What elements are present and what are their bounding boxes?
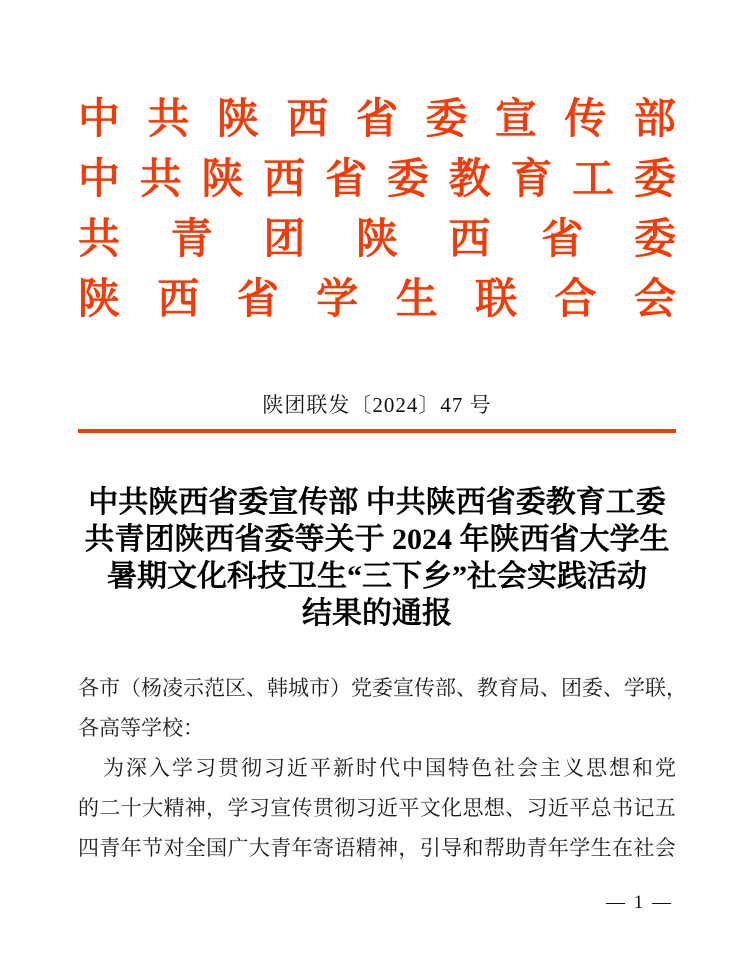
document-body — [78, 668, 687, 868]
title-line-1: 中共陕西省委宣传部 中共陕西省委教育工委 — [88, 486, 666, 519]
document-content — [78, 0, 687, 868]
title-line-2: 共青团陕西省委等关于 2024 年陕西省大学生 — [84, 523, 670, 556]
title-line-3: 暑期文化科技卫生“三下乡”社会实践活动 — [107, 560, 647, 593]
paragraph-line-2: 的 二 十 大 精 神 ， 学 习 宣 传 贯 彻 习 近 平 文 化 思 想 、 习 近 平 总 书 记 五 — [78, 796, 676, 820]
salutation-line-2: 各高等学校： — [78, 716, 204, 740]
document-title — [78, 484, 676, 632]
letterhead-org-line-3: 共 青 团 陕 西 省 委 — [78, 217, 676, 263]
title-line-4: 结果的通报 — [302, 597, 452, 630]
paragraph-line-3: 四 青 年 节 对 全 国 广 大 青 年 寄 语 精 神 ， 引 导 和 帮 助 青 年 学 生 在 社 会 — [78, 836, 676, 860]
doc-number: 陕团联发〔2024〕47 号 — [262, 393, 492, 417]
letterhead — [78, 90, 676, 330]
letterhead-org-line-2: 中 共 陕 西 省 委 教 育 工 委 — [78, 157, 676, 203]
paragraph-line-1: 为 深 入 学 习 贯 彻 习 近 平 新 时 代 中 国 特 色 社 会 主 义 思 想 和 党 — [103, 756, 676, 780]
salutation-line-1: 各 市 （ 杨 凌 示 范 区 、 韩 城 市 ） 党 委 宣 传 部 、 教 育 局 、 团 委 、 学 联 ， — [78, 676, 687, 700]
red-divider-rule — [78, 429, 676, 433]
letterhead-org-line-1: 中 共 陕 西 省 委 宣 传 部 — [78, 97, 676, 143]
page-number: — 1 — — [606, 892, 673, 913]
letterhead-org-line-4: 陕 西 省 学 生 联 合 会 — [78, 277, 676, 323]
